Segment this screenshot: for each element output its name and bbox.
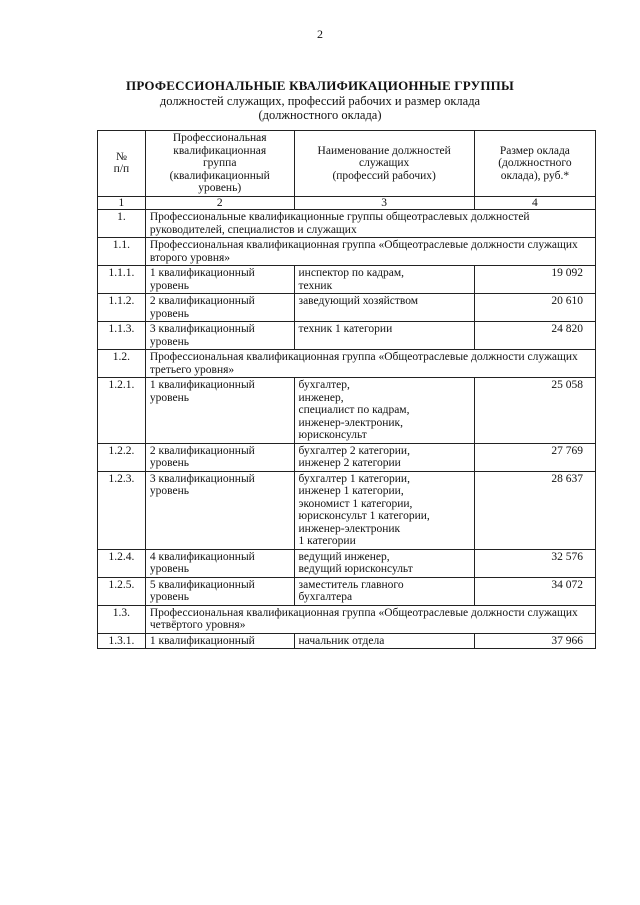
group-title: Профессиональная квалификационная группа «Общеотраслевые должности служащих третьего уровня»	[145, 350, 595, 378]
table-row	[98, 549, 596, 577]
group-title: Профессиональная квалификационная группа «Общеотраслевые должности служащих второго уровня»	[145, 238, 595, 266]
header-group: Профессиональная квалификационная группа (квалификационный уровень)	[145, 131, 294, 197]
salary-amount: 27 769	[474, 443, 595, 471]
table-header-row	[98, 131, 596, 197]
table-row	[98, 605, 596, 633]
row-number: 1.1.3.	[98, 322, 146, 350]
qualification-level: 2 квалификационный уровень	[145, 443, 294, 471]
table-row	[98, 322, 596, 350]
table-row	[98, 378, 596, 444]
group-title: Профессиональная квалификационная группа «Общеотраслевые должности служащих четвёртого уровня»	[145, 605, 595, 633]
group-title: Профессиональные квалификационные группы общеотраслевых должностей руководителей, специалистов и служащих	[145, 210, 595, 238]
table-row	[98, 210, 596, 238]
column-number: 3	[294, 196, 474, 210]
row-number: 1.2.2.	[98, 443, 146, 471]
salary-amount: 25 058	[474, 378, 595, 444]
row-number: 1.1.1.	[98, 266, 146, 294]
column-number: 4	[474, 196, 595, 210]
position-names: заместитель главного бухгалтера	[294, 577, 474, 605]
table-row	[98, 577, 596, 605]
row-number: 1.2.5.	[98, 577, 146, 605]
qualification-level: 1 квалификационный уровень	[145, 266, 294, 294]
position-names: инспектор по кадрам, техник	[294, 266, 474, 294]
salary-amount: 24 820	[474, 322, 595, 350]
column-number-row	[98, 196, 596, 210]
column-number: 2	[145, 196, 294, 210]
qualification-level: 1 квалификационный	[145, 633, 294, 649]
row-number: 1.3.	[98, 605, 146, 633]
table-row	[98, 350, 596, 378]
row-number: 1.2.	[98, 350, 146, 378]
document-subtitle-line2: (должностного оклада)	[258, 108, 382, 122]
table-row	[98, 266, 596, 294]
header-salary: Размер оклада (должностного оклада), руб.*	[474, 131, 595, 197]
row-number: 1.2.3.	[98, 471, 146, 549]
position-names: техник 1 категории	[294, 322, 474, 350]
row-number: 1.1.	[98, 238, 146, 266]
document-subtitle-line1: должностей служащих, профессий рабочих и размер оклада	[159, 94, 481, 108]
position-names: заведующий хозяйством	[294, 294, 474, 322]
page-number: 2	[317, 27, 323, 41]
qualification-level: 3 квалификационный уровень	[145, 322, 294, 350]
table-row	[98, 443, 596, 471]
qualification-level: 4 квалификационный уровень	[145, 549, 294, 577]
salary-amount: 20 610	[474, 294, 595, 322]
header-position: Наименование должностей служащих (профессий рабочих)	[294, 131, 474, 197]
qualification-level: 5 квалификационный уровень	[145, 577, 294, 605]
row-number: 1.	[98, 210, 146, 238]
table-row	[98, 294, 596, 322]
salary-amount: 32 576	[474, 549, 595, 577]
row-number: 1.1.2.	[98, 294, 146, 322]
row-number: 1.2.1.	[98, 378, 146, 444]
salary-amount: 28 637	[474, 471, 595, 549]
position-names: бухгалтер, инженер, специалист по кадрам, инженер-электроник, юрисконсульт	[294, 378, 474, 444]
document-title: ПРОФЕССИОНАЛЬНЫЕ КВАЛИФИКАЦИОННЫЕ ГРУППЫ	[126, 78, 514, 93]
salary-table	[97, 130, 596, 649]
qualification-level: 3 квалификационный уровень	[145, 471, 294, 549]
position-names: ведущий инженер, ведущий юрисконсульт	[294, 549, 474, 577]
salary-amount: 34 072	[474, 577, 595, 605]
salary-amount: 19 092	[474, 266, 595, 294]
salary-amount: 37 966	[474, 633, 595, 649]
position-names: бухгалтер 1 категории, инженер 1 категории, экономист 1 категории, юрисконсульт 1 категории, инженер-электроник 1 категории	[294, 471, 474, 549]
position-names: бухгалтер 2 категории, инженер 2 категории	[294, 443, 474, 471]
header-no: № п/п	[98, 131, 146, 197]
qualification-level: 1 квалификационный уровень	[145, 378, 294, 444]
table-row	[98, 633, 596, 649]
row-number: 1.2.4.	[98, 549, 146, 577]
position-names: начальник отдела	[294, 633, 474, 649]
table-row	[98, 238, 596, 266]
column-number: 1	[98, 196, 146, 210]
table-row	[98, 471, 596, 549]
qualification-level: 2 квалификационный уровень	[145, 294, 294, 322]
row-number: 1.3.1.	[98, 633, 146, 649]
